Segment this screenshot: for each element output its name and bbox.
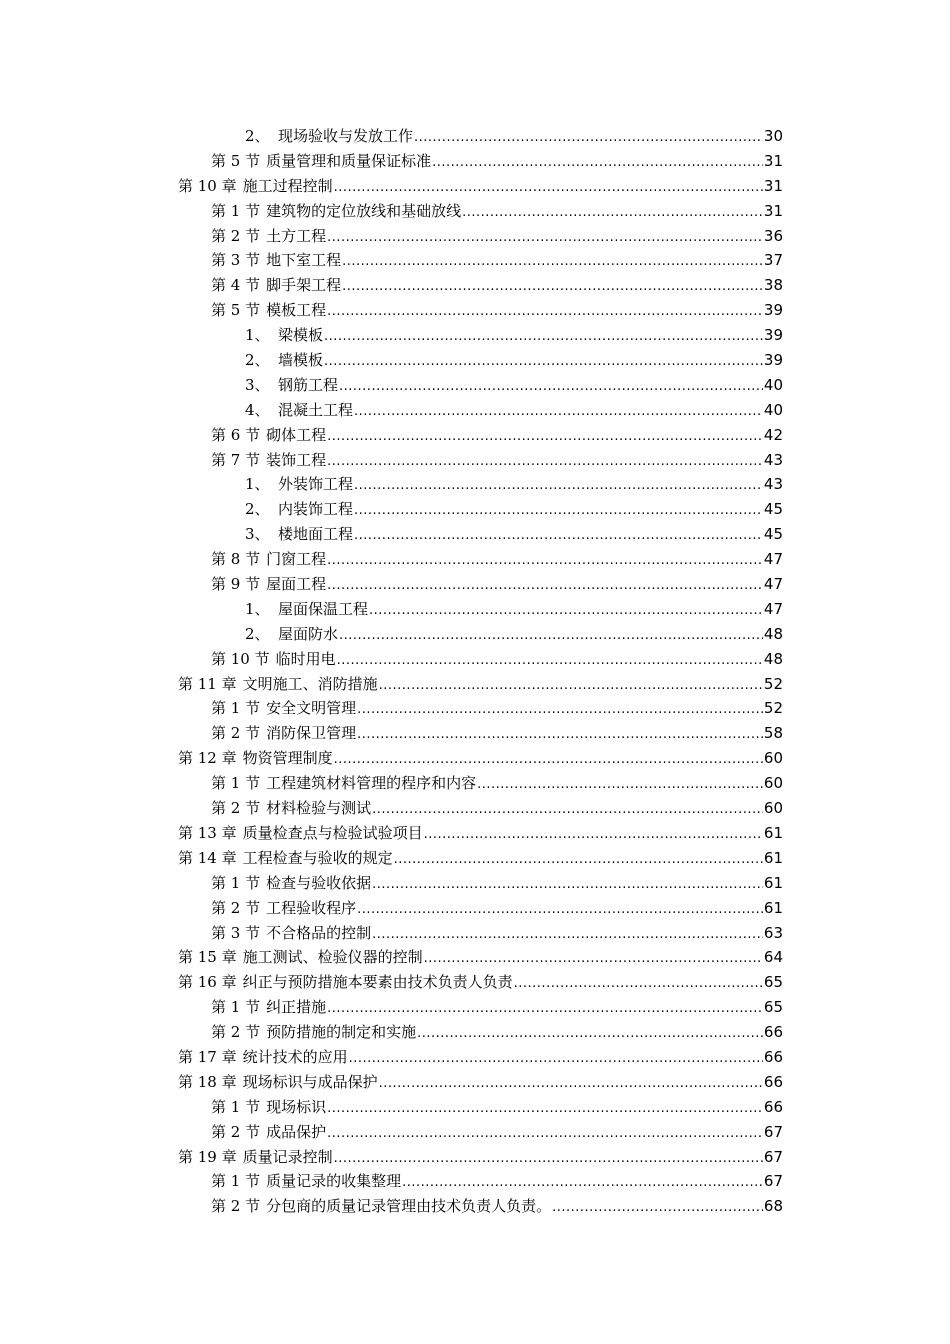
toc-entry-title: 建筑物的定位放线和基础放线 bbox=[266, 201, 462, 220]
toc-entry-number: 第 1 节 bbox=[211, 774, 261, 793]
toc-entry-number: 4、 bbox=[245, 400, 270, 419]
toc-entry[interactable] bbox=[0, 124, 950, 149]
dot-leader bbox=[432, 151, 763, 176]
toc-entry-number: 2、 bbox=[245, 624, 270, 643]
toc-entry-number: 第 9 节 bbox=[211, 575, 261, 594]
dot-leader bbox=[327, 226, 763, 251]
toc-entry[interactable] bbox=[0, 348, 950, 373]
toc-entry-title: 检查与验收依据 bbox=[266, 873, 372, 892]
toc-entry[interactable] bbox=[0, 771, 950, 796]
toc-entry-page-number: 67 bbox=[763, 1172, 783, 1191]
toc-entry-page-number: 31 bbox=[763, 201, 783, 220]
toc-entry[interactable] bbox=[0, 572, 950, 597]
toc-entry-page-number: 63 bbox=[763, 923, 783, 942]
dot-leader bbox=[394, 848, 763, 873]
dot-leader bbox=[372, 798, 763, 823]
toc-entry[interactable] bbox=[0, 846, 950, 871]
dot-leader bbox=[354, 524, 763, 549]
toc-entry-number: 第 1 节 bbox=[211, 1172, 261, 1191]
dot-leader bbox=[369, 599, 763, 624]
toc-entry-number: 第 6 节 bbox=[211, 425, 261, 444]
toc-entry[interactable] bbox=[0, 647, 950, 672]
toc-entry-page-number: 66 bbox=[763, 1072, 783, 1091]
dot-leader bbox=[339, 624, 763, 649]
toc-entry-title: 混凝土工程 bbox=[278, 400, 354, 419]
dot-leader bbox=[342, 275, 763, 300]
table-of-contents bbox=[0, 124, 950, 1219]
toc-entry-number: 第 1 节 bbox=[211, 699, 261, 718]
toc-entry-number: 第 15 章 bbox=[178, 948, 237, 967]
dot-leader bbox=[354, 400, 763, 425]
toc-entry-page-number: 61 bbox=[763, 823, 783, 842]
toc-entry-page-number: 68 bbox=[763, 1197, 783, 1216]
toc-entry[interactable] bbox=[0, 398, 950, 423]
toc-entry[interactable] bbox=[0, 472, 950, 497]
toc-entry-page-number: 47 bbox=[763, 575, 783, 594]
toc-entry-page-number: 60 bbox=[763, 774, 783, 793]
toc-entry-page-number: 61 bbox=[763, 873, 783, 892]
dot-leader bbox=[354, 474, 763, 499]
toc-entry[interactable] bbox=[0, 224, 950, 249]
toc-entry-title: 屋面工程 bbox=[266, 575, 327, 594]
toc-entry[interactable] bbox=[0, 373, 950, 398]
toc-entry-number: 第 8 节 bbox=[211, 550, 261, 569]
toc-entry-title: 质量记录控制 bbox=[242, 1147, 333, 1166]
toc-entry-title: 工程检查与验收的规定 bbox=[242, 848, 393, 867]
dot-leader bbox=[339, 375, 763, 400]
toc-entry[interactable] bbox=[0, 298, 950, 323]
toc-entry[interactable] bbox=[0, 149, 950, 174]
dot-leader bbox=[327, 574, 763, 599]
toc-entry-number: 2、 bbox=[245, 500, 270, 519]
toc-entry-number: 3、 bbox=[245, 525, 270, 544]
dot-leader bbox=[462, 201, 763, 226]
toc-entry[interactable] bbox=[0, 921, 950, 946]
toc-entry-page-number: 45 bbox=[763, 500, 783, 519]
toc-entry[interactable] bbox=[0, 1169, 950, 1194]
toc-entry-title: 施工过程控制 bbox=[242, 176, 333, 195]
toc-entry-title: 安全文明管理 bbox=[266, 699, 357, 718]
toc-entry[interactable] bbox=[0, 945, 950, 970]
toc-entry-page-number: 40 bbox=[763, 400, 783, 419]
toc-entry[interactable] bbox=[0, 448, 950, 473]
dot-leader bbox=[327, 549, 763, 574]
toc-entry-number: 1、 bbox=[245, 475, 270, 494]
toc-entry-number: 第 18 章 bbox=[178, 1072, 237, 1091]
toc-entry[interactable] bbox=[0, 522, 950, 547]
toc-entry-title: 屋面防水 bbox=[278, 624, 339, 643]
toc-entry-number: 第 17 章 bbox=[178, 1047, 237, 1066]
toc-entry-title: 材料检验与测试 bbox=[266, 799, 372, 818]
toc-entry-title: 外装饰工程 bbox=[278, 475, 354, 494]
dot-leader bbox=[324, 325, 763, 350]
toc-entry-page-number: 47 bbox=[763, 599, 783, 618]
toc-entry-number: 第 10 章 bbox=[178, 176, 237, 195]
toc-entry-title: 消防保卫管理 bbox=[266, 724, 357, 743]
toc-entry-title: 临时用电 bbox=[275, 649, 336, 668]
toc-entry-number: 第 5 节 bbox=[211, 151, 261, 170]
toc-entry-number: 第 1 节 bbox=[211, 201, 261, 220]
toc-entry-page-number: 65 bbox=[763, 973, 783, 992]
toc-entry-title: 文明施工、消防措施 bbox=[242, 674, 378, 693]
toc-entry[interactable] bbox=[0, 1194, 950, 1219]
toc-entry-page-number: 39 bbox=[763, 301, 783, 320]
toc-entry-title: 脚手架工程 bbox=[266, 276, 342, 295]
toc-entry-number: 1、 bbox=[245, 599, 270, 618]
toc-entry-title: 墙模板 bbox=[278, 351, 324, 370]
toc-entry-page-number: 60 bbox=[763, 749, 783, 768]
toc-entry-number: 第 4 节 bbox=[211, 276, 261, 295]
dot-leader bbox=[417, 1022, 763, 1047]
dot-leader bbox=[327, 1097, 763, 1122]
toc-entry-title: 施工测试、检验仪器的控制 bbox=[242, 948, 423, 967]
toc-entry[interactable] bbox=[0, 1095, 950, 1120]
toc-entry[interactable] bbox=[0, 896, 950, 921]
toc-entry[interactable] bbox=[0, 796, 950, 821]
toc-entry-title: 门窗工程 bbox=[266, 550, 327, 569]
toc-entry-title: 分包商的质量记录管理由技术负责人负责。 bbox=[266, 1197, 552, 1216]
dot-leader bbox=[327, 1122, 763, 1147]
dot-leader bbox=[334, 176, 763, 201]
dot-leader bbox=[327, 300, 763, 325]
toc-entry-title: 质量检查点与检验试验项目 bbox=[242, 823, 423, 842]
toc-entry[interactable] bbox=[0, 248, 950, 273]
dot-leader bbox=[477, 773, 763, 798]
toc-entry-number: 第 19 章 bbox=[178, 1147, 237, 1166]
toc-entry-title: 统计技术的应用 bbox=[242, 1047, 348, 1066]
dot-leader bbox=[372, 873, 763, 898]
dot-leader bbox=[379, 1072, 763, 1097]
toc-entry-page-number: 52 bbox=[763, 674, 783, 693]
toc-entry[interactable] bbox=[0, 821, 950, 846]
dot-leader bbox=[337, 649, 763, 674]
toc-entry-number: 第 2 节 bbox=[211, 724, 261, 743]
toc-entry-title: 模板工程 bbox=[266, 301, 327, 320]
toc-entry[interactable] bbox=[0, 871, 950, 896]
toc-entry[interactable] bbox=[0, 721, 950, 746]
toc-entry[interactable] bbox=[0, 622, 950, 647]
toc-entry-title: 纠正与预防措施本要素由技术负责人负责 bbox=[242, 973, 513, 992]
toc-entry-number: 2、 bbox=[245, 127, 270, 145]
toc-entry-title: 梁模板 bbox=[278, 326, 324, 345]
dot-leader bbox=[342, 250, 763, 275]
dot-leader bbox=[357, 698, 763, 723]
toc-entry[interactable] bbox=[0, 423, 950, 448]
toc-entry-page-number: 66 bbox=[763, 1023, 783, 1042]
toc-entry-title: 地下室工程 bbox=[266, 251, 342, 270]
dot-leader bbox=[349, 1047, 763, 1072]
toc-entry-number: 第 2 节 bbox=[211, 898, 261, 917]
toc-entry-page-number: 40 bbox=[763, 375, 783, 394]
dot-leader bbox=[552, 1196, 763, 1221]
toc-entry-title: 楼地面工程 bbox=[278, 525, 354, 544]
toc-entry-number: 第 5 节 bbox=[211, 301, 261, 320]
toc-entry-page-number: 43 bbox=[763, 450, 783, 469]
toc-entry-number: 3、 bbox=[245, 375, 270, 394]
toc-entry-title: 预防措施的制定和实施 bbox=[266, 1023, 417, 1042]
toc-entry-title: 成品保护 bbox=[266, 1122, 327, 1141]
dot-leader bbox=[327, 997, 763, 1022]
toc-entry-title: 现场标识与成品保护 bbox=[242, 1072, 378, 1091]
toc-entry-title: 砌体工程 bbox=[266, 425, 327, 444]
toc-entry-title: 现场验收与发放工作 bbox=[278, 127, 414, 145]
toc-entry[interactable] bbox=[0, 995, 950, 1020]
toc-entry-page-number: 47 bbox=[763, 550, 783, 569]
dot-leader bbox=[424, 947, 763, 972]
toc-entry-page-number: 39 bbox=[763, 326, 783, 345]
toc-entry-page-number: 45 bbox=[763, 525, 783, 544]
toc-entry-page-number: 67 bbox=[763, 1147, 783, 1166]
toc-entry-page-number: 38 bbox=[763, 276, 783, 295]
toc-entry-title: 质量管理和质量保证标准 bbox=[266, 151, 432, 170]
dot-leader bbox=[334, 1147, 763, 1172]
dot-leader bbox=[357, 723, 763, 748]
toc-entry-page-number: 36 bbox=[763, 226, 783, 245]
toc-entry[interactable] bbox=[0, 273, 950, 298]
toc-entry-number: 第 2 节 bbox=[211, 1122, 261, 1141]
toc-entry-title: 物资管理制度 bbox=[242, 749, 333, 768]
toc-entry-number: 第 13 章 bbox=[178, 823, 237, 842]
toc-entry-page-number: 43 bbox=[763, 475, 783, 494]
toc-entry-number: 2、 bbox=[245, 351, 270, 370]
toc-entry-page-number: 66 bbox=[763, 1047, 783, 1066]
dot-leader bbox=[379, 674, 763, 699]
toc-entry-title: 装饰工程 bbox=[266, 450, 327, 469]
toc-entry-page-number: 61 bbox=[763, 898, 783, 917]
dot-leader bbox=[357, 898, 763, 923]
dot-leader bbox=[514, 972, 763, 997]
toc-entry-page-number: 60 bbox=[763, 799, 783, 818]
toc-entry[interactable] bbox=[0, 970, 950, 995]
toc-entry-page-number: 39 bbox=[763, 351, 783, 370]
toc-entry-number: 第 1 节 bbox=[211, 1097, 261, 1116]
toc-entry-number: 1、 bbox=[245, 326, 270, 345]
dot-leader bbox=[354, 499, 763, 524]
toc-entry-page-number: 61 bbox=[763, 848, 783, 867]
toc-entry-page-number: 37 bbox=[763, 251, 783, 270]
dot-leader bbox=[424, 823, 763, 848]
toc-entry-number: 第 14 章 bbox=[178, 848, 237, 867]
toc-entry-page-number: 42 bbox=[763, 425, 783, 444]
dot-leader bbox=[334, 748, 763, 773]
toc-entry-page-number: 52 bbox=[763, 699, 783, 718]
toc-entry[interactable] bbox=[0, 746, 950, 771]
dot-leader bbox=[414, 126, 763, 151]
toc-entry-number: 第 2 节 bbox=[211, 1023, 261, 1042]
toc-entry-number: 第 11 章 bbox=[178, 674, 237, 693]
toc-entry-title: 内装饰工程 bbox=[278, 500, 354, 519]
toc-entry-title: 钢筋工程 bbox=[278, 375, 339, 394]
toc-entry[interactable] bbox=[0, 497, 950, 522]
toc-entry-title: 不合格品的控制 bbox=[266, 923, 372, 942]
toc-entry-number: 第 12 章 bbox=[178, 749, 237, 768]
dot-leader bbox=[402, 1171, 763, 1196]
toc-entry-title: 屋面保温工程 bbox=[278, 599, 369, 618]
toc-entry-title: 质量记录的收集整理 bbox=[266, 1172, 402, 1191]
dot-leader bbox=[372, 923, 763, 948]
toc-entry[interactable] bbox=[0, 174, 950, 199]
toc-entry-number: 第 7 节 bbox=[211, 450, 261, 469]
toc-entry-page-number: 31 bbox=[763, 151, 783, 170]
toc-entry-number: 第 2 节 bbox=[211, 1197, 261, 1216]
toc-entry-title: 纠正措施 bbox=[266, 998, 327, 1017]
toc-entry-page-number: 48 bbox=[763, 624, 783, 643]
toc-entry[interactable] bbox=[0, 547, 950, 572]
dot-leader bbox=[324, 350, 763, 375]
toc-entry-number: 第 16 章 bbox=[178, 973, 237, 992]
toc-entry-number: 第 3 节 bbox=[211, 923, 261, 942]
toc-entry-number: 第 2 节 bbox=[211, 799, 261, 818]
toc-entry-page-number: 30 bbox=[763, 127, 783, 145]
toc-entry-number: 第 2 节 bbox=[211, 226, 261, 245]
toc-entry-number: 第 3 节 bbox=[211, 251, 261, 270]
toc-entry-page-number: 48 bbox=[763, 649, 783, 668]
toc-entry[interactable] bbox=[0, 323, 950, 348]
toc-entry[interactable] bbox=[0, 199, 950, 224]
toc-entry[interactable] bbox=[0, 696, 950, 721]
toc-entry-page-number: 64 bbox=[763, 948, 783, 967]
toc-entry[interactable] bbox=[0, 1145, 950, 1170]
toc-entry-page-number: 66 bbox=[763, 1097, 783, 1116]
toc-entry-page-number: 67 bbox=[763, 1122, 783, 1141]
toc-entry-page-number: 65 bbox=[763, 998, 783, 1017]
toc-entry-number: 第 1 节 bbox=[211, 998, 261, 1017]
toc-entry-number: 第 1 节 bbox=[211, 873, 261, 892]
dot-leader bbox=[327, 450, 763, 475]
toc-entry-title: 工程验收程序 bbox=[266, 898, 357, 917]
toc-entry[interactable] bbox=[0, 1045, 950, 1070]
toc-entry-title: 工程建筑材料管理的程序和内容 bbox=[266, 774, 477, 793]
toc-entry[interactable] bbox=[0, 672, 950, 697]
toc-entry-page-number: 58 bbox=[763, 724, 783, 743]
toc-entry-page-number: 31 bbox=[763, 176, 783, 195]
toc-entry-title: 土方工程 bbox=[266, 226, 327, 245]
toc-entry[interactable] bbox=[0, 597, 950, 622]
toc-entry[interactable] bbox=[0, 1020, 950, 1045]
toc-entry-title: 现场标识 bbox=[266, 1097, 327, 1116]
dot-leader bbox=[327, 425, 763, 450]
toc-entry-number: 第 10 节 bbox=[211, 649, 270, 668]
toc-entry[interactable] bbox=[0, 1070, 950, 1095]
toc-entry[interactable] bbox=[0, 1120, 950, 1145]
